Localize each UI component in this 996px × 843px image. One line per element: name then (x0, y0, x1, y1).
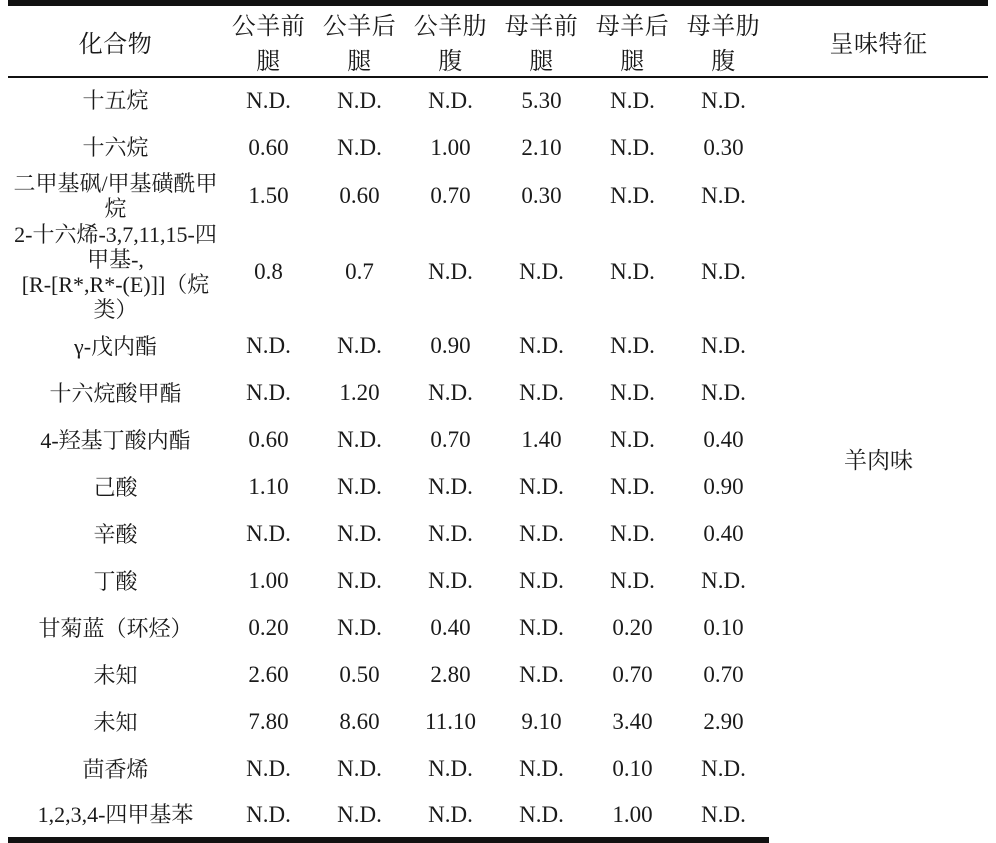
value-cell: 1.00 (587, 793, 678, 840)
value-cell: 0.90 (430, 333, 471, 359)
compound-name: 十六烷酸甲酯 (49, 380, 182, 406)
value-cell: N.D. (337, 474, 382, 500)
value-cell: 5.30 (521, 88, 562, 113)
value-cell: N.D. (610, 427, 655, 453)
compound-name: 二甲基砜/甲基磺酰甲烷 (13, 171, 218, 222)
value-cell: 0.70 (612, 662, 653, 688)
value-cell: 0.90 (703, 474, 744, 500)
value-cell: 0.20 (248, 615, 289, 641)
value-cell: N.D. (519, 662, 564, 688)
value-cell: N.D. (610, 380, 655, 406)
value-cell: 1.00 (248, 568, 289, 594)
header-ram-flank: 公羊肋腹 (405, 3, 496, 77)
header-ewe-flank: 母羊肋腹 (678, 3, 769, 77)
compound-name: 未知 (93, 662, 138, 688)
value-cell: N.D. (337, 615, 382, 641)
value-cell: 2.80 (430, 662, 471, 688)
value-cell: N.D. (610, 333, 655, 359)
value-cell: N.D. (428, 88, 473, 113)
value-cell: N.D. (337, 134, 382, 160)
value-cell: N.D. (519, 333, 564, 359)
compound-name: 丁酸 (93, 568, 138, 594)
value-cell: 0.20 (612, 615, 653, 641)
value-cell: N.D. (496, 793, 587, 840)
value-cell: 11.10 (425, 709, 476, 735)
value-cell: 0.8 (254, 259, 283, 285)
compound-name: 4-羟基丁酸内酯 (40, 427, 191, 453)
value-cell: 0.60 (339, 183, 380, 209)
value-cell: N.D. (610, 88, 655, 113)
value-cell: N.D. (519, 568, 564, 594)
value-cell: 3.40 (612, 709, 653, 735)
compound-name: 十六烷 (82, 134, 149, 160)
value-cell: 7.80 (248, 709, 289, 735)
value-cell: N.D. (519, 474, 564, 500)
value-cell: N.D. (610, 183, 655, 209)
value-cell: N.D. (428, 380, 473, 406)
compound-name (8, 222, 223, 323)
value-cell: 2.10 (521, 134, 562, 160)
value-cell: N.D. (678, 793, 769, 840)
value-cell: N.D. (610, 259, 655, 285)
value-cell: N.D. (701, 568, 746, 594)
value-cell: 2.60 (248, 662, 289, 688)
value-cell: 1.10 (248, 474, 289, 500)
compound-name: 辛酸 (93, 521, 138, 547)
compound-name: 未知 (93, 709, 138, 735)
value-cell: N.D. (701, 756, 746, 782)
compound-name: 十五烷 (82, 88, 149, 114)
value-cell: N.D. (519, 259, 564, 285)
header-ram-hindleg: 公羊后腿 (314, 3, 405, 77)
value-cell: 8.60 (339, 709, 380, 735)
value-cell: 0.10 (612, 756, 653, 782)
value-cell: 0.60 (248, 427, 289, 453)
value-cell: N.D. (246, 380, 291, 406)
compound-name: γ-戊内酯 (73, 333, 158, 359)
header-compound: 化合物 (8, 3, 223, 77)
compound-name-line2: [R-[R*,R*-(E)]]（烷类） (21, 272, 210, 323)
header-ram-foreleg: 公羊前腿 (223, 3, 314, 77)
compound-name: 1,2,3,4-四甲基苯 (8, 793, 223, 840)
value-cell: N.D. (428, 521, 473, 547)
value-cell: 0.7 (345, 259, 374, 285)
flavor-characteristic: 羊肉味 (844, 448, 913, 474)
value-cell: 1.50 (248, 183, 289, 209)
value-cell: 0.60 (248, 134, 289, 160)
compound-name: 甘菊蓝（环烃） (38, 615, 193, 641)
value-cell: N.D. (428, 568, 473, 594)
value-cell: N.D. (405, 793, 496, 840)
value-cell: 0.40 (430, 615, 471, 641)
value-cell: N.D. (610, 134, 655, 160)
value-cell: N.D. (246, 88, 291, 113)
value-cell: 0.70 (430, 427, 471, 453)
value-cell: N.D. (337, 521, 382, 547)
value-cell: N.D. (610, 521, 655, 547)
value-cell: N.D. (428, 756, 473, 782)
compound-table (8, 0, 988, 843)
value-cell: 2.90 (703, 709, 744, 735)
header-ewe-hindleg: 母羊后腿 (587, 3, 678, 77)
value-cell: N.D. (610, 568, 655, 594)
compound-name: 茴香烯 (82, 756, 149, 782)
value-cell: 0.70 (430, 183, 471, 209)
compound-name-line1: 2-十六烯-3,7,11,15-四甲基-, (14, 221, 217, 272)
header-ewe-foreleg: 母羊前腿 (496, 3, 587, 77)
value-cell: N.D. (701, 333, 746, 359)
header-flavor-characteristic: 呈味特征 (769, 3, 988, 77)
compound-name: 己酸 (93, 474, 138, 500)
value-cell: N.D. (701, 88, 746, 113)
value-cell: 0.50 (339, 662, 380, 688)
value-cell: 0.30 (521, 183, 562, 209)
value-cell: N.D. (223, 793, 314, 840)
value-cell: 0.40 (703, 521, 744, 547)
value-cell: N.D. (519, 615, 564, 641)
value-cell: N.D. (701, 183, 746, 209)
value-cell: N.D. (337, 88, 382, 113)
value-cell: N.D. (246, 756, 291, 782)
value-cell: N.D. (337, 756, 382, 782)
value-cell: 0.10 (703, 615, 744, 641)
value-cell: N.D. (519, 756, 564, 782)
value-cell: N.D. (246, 521, 291, 547)
value-cell: N.D. (701, 259, 746, 285)
value-cell: 0.30 (703, 134, 744, 160)
table-row (8, 77, 988, 124)
value-cell: N.D. (519, 521, 564, 547)
value-cell: N.D. (337, 568, 382, 594)
value-cell: N.D. (519, 380, 564, 406)
value-cell: 1.40 (521, 427, 562, 453)
value-cell: N.D. (701, 380, 746, 406)
value-cell: N.D. (428, 259, 473, 285)
value-cell: 0.40 (703, 427, 744, 453)
value-cell: 9.10 (521, 709, 562, 735)
value-cell: N.D. (246, 333, 291, 359)
value-cell: N.D. (337, 427, 382, 453)
header-row (8, 3, 988, 77)
value-cell: N.D. (337, 333, 382, 359)
value-cell: N.D. (610, 474, 655, 500)
value-cell: 1.00 (430, 134, 471, 160)
value-cell: 0.70 (703, 662, 744, 688)
value-cell: N.D. (428, 474, 473, 500)
value-cell: 1.20 (339, 380, 380, 406)
value-cell: N.D. (314, 793, 405, 840)
